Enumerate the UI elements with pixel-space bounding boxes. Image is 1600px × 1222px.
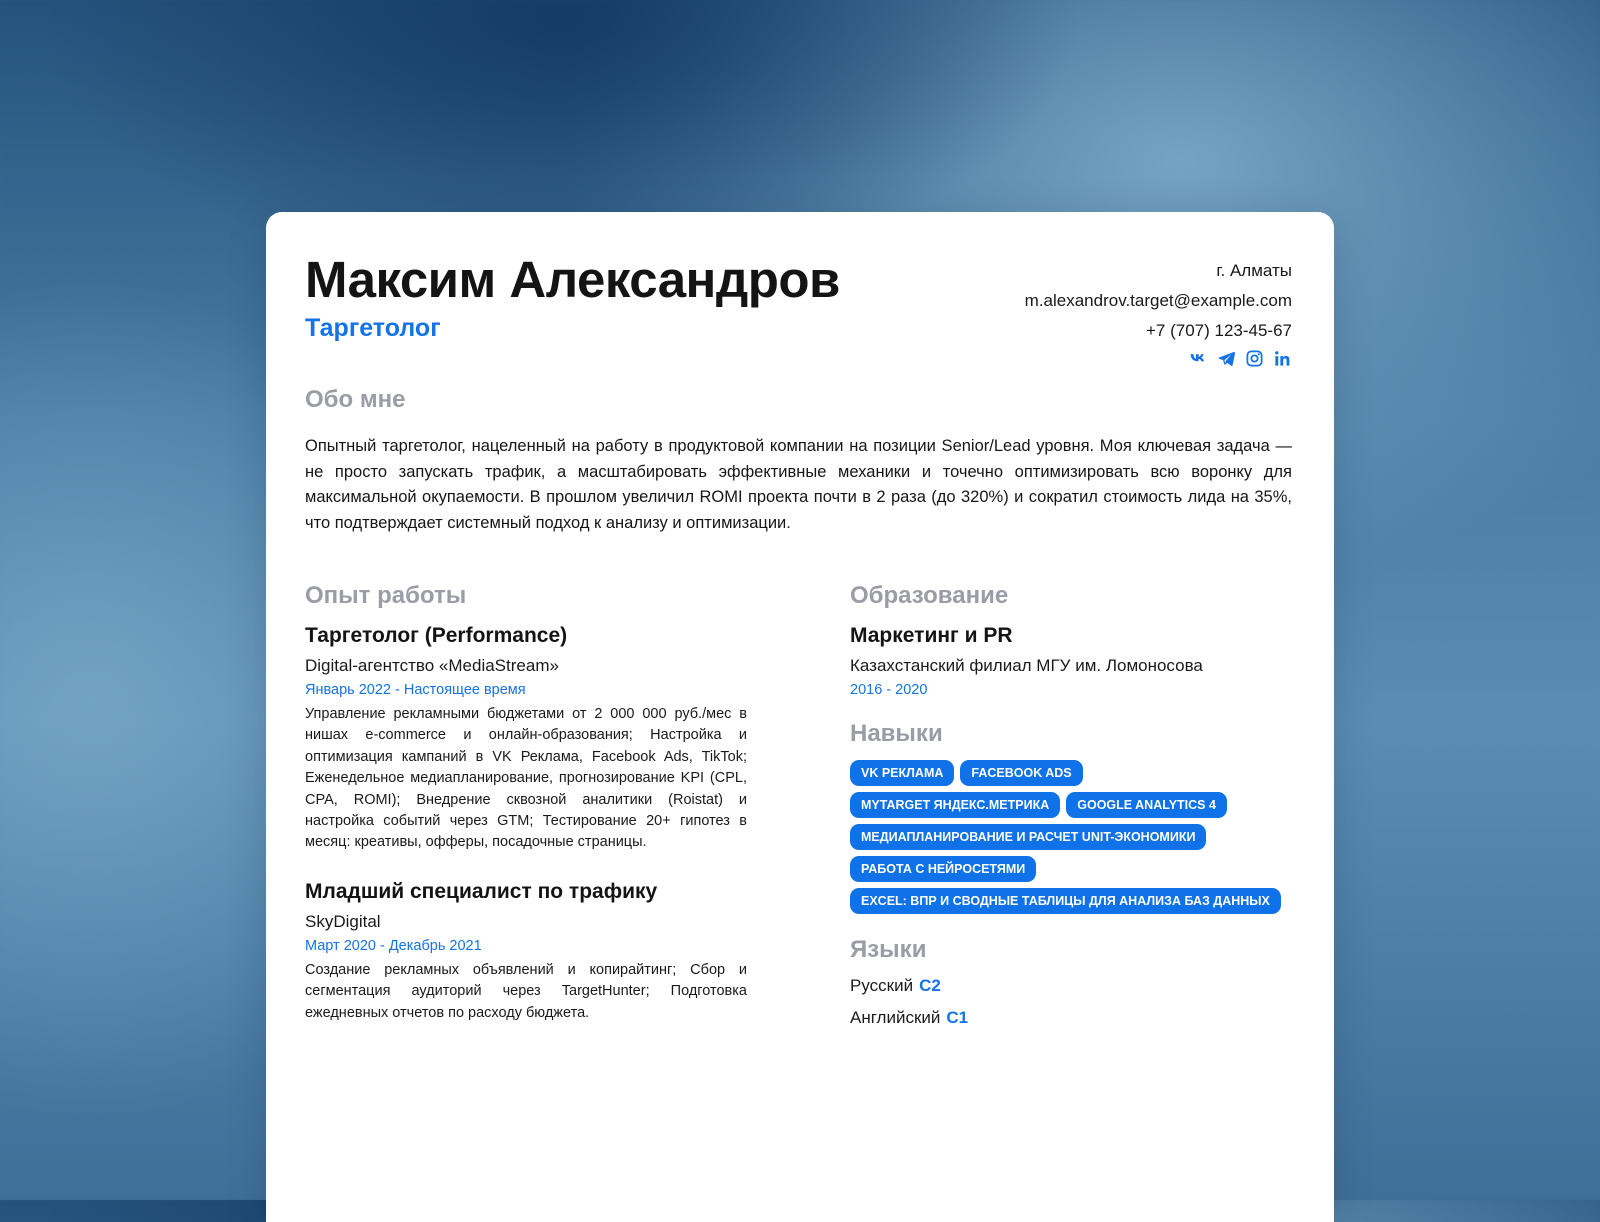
language-name: Русский (850, 976, 914, 995)
skill-tag: РАБОТА С НЕЙРОСЕТЯМИ (850, 856, 1036, 882)
experience-title: Опыт работы (305, 582, 467, 609)
contacts-block (1025, 256, 1292, 368)
language-name: Английский (850, 1008, 941, 1027)
contact-email[interactable]: m.alexandrov.target@example.com (1024, 291, 1292, 310)
skill-tag: EXCEL: ВПР И СВОДНЫЕ ТАБЛИЦЫ ДЛЯ АНАЛИЗА БАЗ ДАННЫХ (850, 888, 1281, 914)
language-level: C1 (946, 1008, 969, 1027)
job-description: Управление рекламными бюджетами от 2 000 000 руб./мес в нишах e-commerce и онлайн-образования; Настройка и оптимизация кампаний в VK Реклама, Facebook Ads, TikTok; Еженедельное медиапланирование, прогнозирование KPI (CPL, CPA, ROMI); Внедрение сквозной аналитики (Roistat) и настройка событий через GTM; Тестирование 20+ гипотез в месяц: креативы, офферы, посадочные страницы. (305, 706, 747, 851)
vk-icon[interactable] (1189, 349, 1208, 368)
skill-tag: VK РЕКЛАМА (850, 760, 954, 786)
language-item (850, 1008, 1292, 1028)
job-description: Создание рекламных объявлений и копирайтинг; Сбор и сегментация аудиторий через TargetHunter; Подготовка ежедневных отчетов по расходу бюджета. (305, 961, 747, 1021)
education-title: Образование (850, 582, 1009, 609)
resume-card (266, 212, 1334, 1222)
languages-title: Языки (850, 936, 927, 963)
job-title: Младший специалист по трафику (305, 879, 658, 903)
job-dates: Март 2020 - Декабрь 2021 (305, 937, 482, 954)
language-level: C2 (919, 976, 941, 995)
job-item (305, 880, 747, 1024)
language-item (850, 976, 1292, 996)
education-dates: 2016 - 2020 (850, 682, 928, 698)
social-links (1025, 349, 1292, 368)
skills-list (850, 760, 1292, 914)
job-company: Digital-агентство «MediaStream» (305, 656, 559, 675)
education-degree: Маркетинг и PR (850, 624, 1013, 647)
contact-city: г. Алматы (1216, 261, 1292, 280)
contact-phone[interactable]: +7 (707) 123-45-67 (1145, 321, 1292, 340)
instagram-icon[interactable] (1245, 349, 1264, 368)
job-role: Таргетолог (305, 314, 441, 342)
about-text: Опытный таргетолог, нацеленный на работу в продуктовой компании на позиции Senior/Lead уровня. Моя ключевая задача — не просто запускать трафик, а масштабировать эффективные механики и точечно оптимизировать всю воронку для максимальной окупаемости. В прошлом увеличил ROMI проекта почти в 2 раза (до 320%) и сократил стоимость лида на 35%, что подтверждает системный подход к анализу и оптимизации. (305, 437, 1292, 533)
skill-tag: GOOGLE ANALYTICS 4 (1066, 792, 1227, 818)
skill-tag: MYTARGET ЯНДЕКС.МЕТРИКА (850, 792, 1060, 818)
job-item (305, 624, 747, 854)
about-title: Обо мне (305, 386, 406, 413)
education-school: Казахстанский филиал МГУ им. Ломоносова (850, 656, 1203, 675)
skills-title: Навыки (850, 720, 943, 747)
skill-tag: МЕДИАПЛАНИРОВАНИЕ И РАСЧЕТ UNIT-ЭКОНОМИКИ (850, 824, 1206, 850)
skill-tag: FACEBOOK ADS (960, 760, 1082, 786)
job-company: SkyDigital (305, 911, 381, 931)
job-dates: Январь 2022 - Настоящее время (305, 682, 526, 698)
right-column (850, 582, 1292, 1040)
full-name: Максим Александров (305, 251, 840, 308)
experience-column (305, 582, 747, 1050)
linkedin-icon[interactable] (1273, 349, 1292, 368)
telegram-icon[interactable] (1217, 349, 1236, 368)
job-title: Таргетолог (Performance) (305, 624, 568, 647)
